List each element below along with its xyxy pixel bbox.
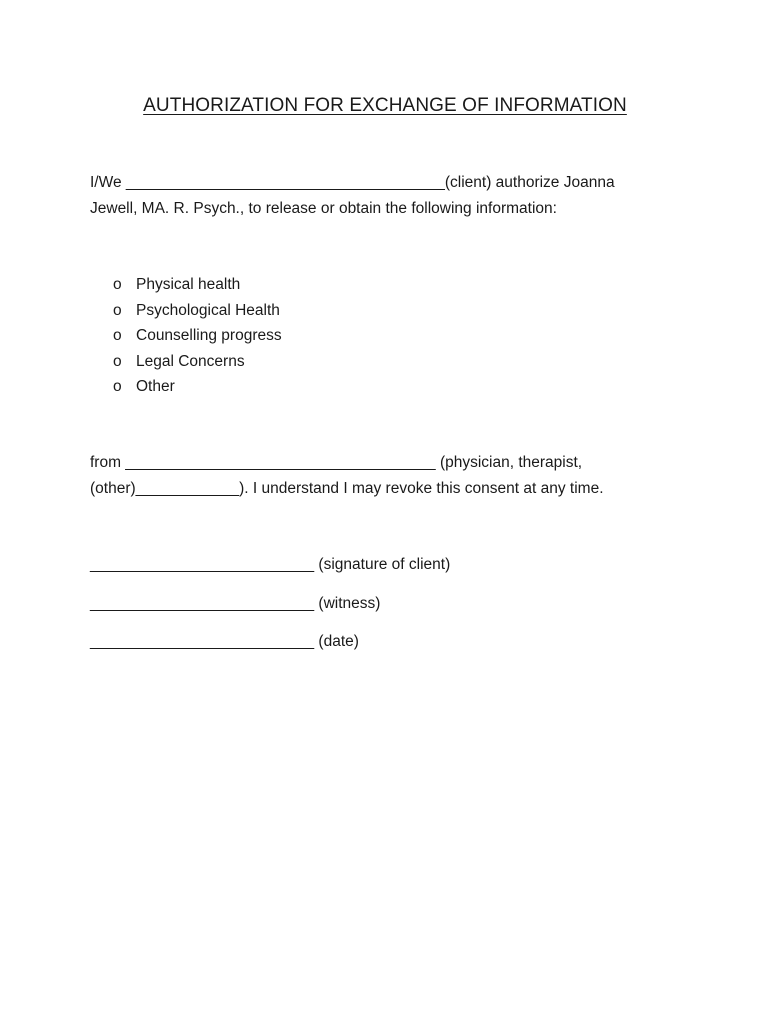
option-label: Other bbox=[136, 378, 175, 395]
option-label: Physical health bbox=[136, 276, 241, 293]
option-physical-health bbox=[113, 272, 282, 298]
intro-paragraph bbox=[90, 170, 690, 222]
intro-line-2: Jewell, MA. R. Psych., to release or obtain the following information: bbox=[90, 200, 557, 217]
option-legal-concerns bbox=[113, 349, 282, 375]
option-label: Psychological Health bbox=[136, 301, 280, 319]
bullet-circle-icon: o bbox=[113, 327, 122, 344]
information-options-list bbox=[113, 272, 282, 400]
document-title: AUTHORIZATION FOR EXCHANGE OF INFORMATION bbox=[143, 95, 627, 116]
bullet-circle-icon: o bbox=[113, 378, 122, 395]
from-line-2: (other)____________). I understand I may revoke this consent at any time. bbox=[90, 480, 604, 497]
option-label: Legal Concerns bbox=[136, 352, 245, 370]
option-counselling-progress bbox=[113, 323, 282, 349]
bullet-circle-icon: o bbox=[113, 352, 122, 370]
date-line: __________________________ (date) bbox=[90, 633, 359, 650]
bullet-circle-icon: o bbox=[113, 276, 122, 293]
intro-line-1: I/We _____________________________________(client) authorize Joanna bbox=[90, 174, 615, 191]
option-other bbox=[113, 374, 282, 400]
from-line-1: from ____________________________________ (physician, therapist, bbox=[90, 454, 583, 471]
option-label: Counselling progress bbox=[136, 327, 282, 344]
option-psychological-health bbox=[113, 298, 282, 324]
from-paragraph bbox=[90, 450, 690, 502]
bullet-circle-icon: o bbox=[113, 301, 122, 319]
signature-of-client-line: __________________________ (signature of client) bbox=[90, 556, 451, 573]
witness-line: __________________________ (witness) bbox=[90, 595, 381, 612]
